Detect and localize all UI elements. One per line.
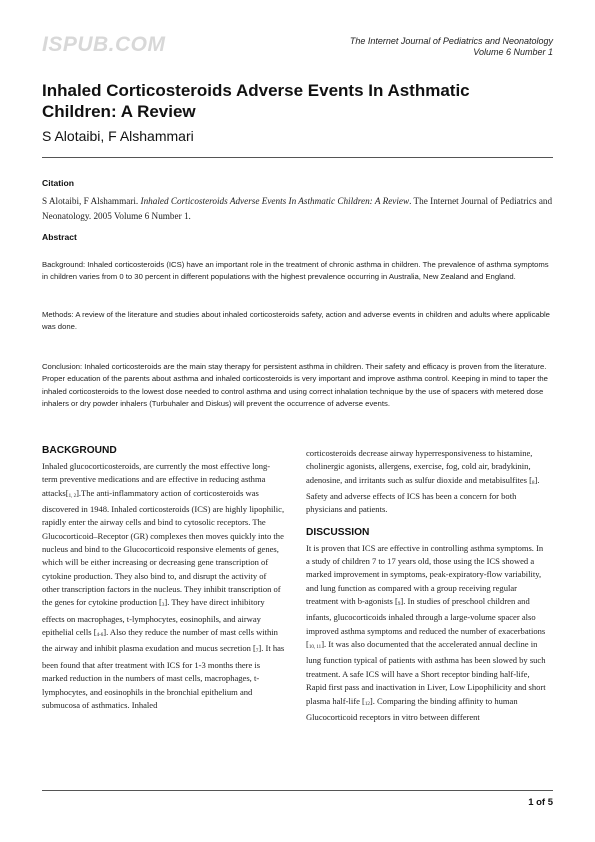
citation-suffix: . The Internet Journal of Pediatrics and Neonatology. 2005 Volume 6 Number 1. (42, 196, 553, 221)
background-heading: BACKGROUND (42, 445, 117, 456)
column-right (306, 447, 549, 724)
article-title: Inhaled Corticosteroids Adverse Events In Asthmatic Children: A Review (42, 81, 470, 121)
abstract-background: Background: Inhaled corticosteroids (ICS) have an important role in the treatment of chronic asthma in children. The prevalence of asthma symptoms in children varies from 0 to 30 percent in different populations with the highest prevalence occurring in Australia, New Zealand and England. (42, 260, 549, 282)
abstract-conclusion: Conclusion: Inhaled corticosteroids are the main stay therapy for persistent asthma in children. Their safety and efficacy is proven from the literature. Proper education of the parents about asthma and inhaled corticosteroids is very important and improve asthma control. Keeping in mind to taper the inhaled corticosteroids to the lowest dose needed to control asthma and using correct inhalation technique by the use of spacers with metered dose inhalers or dry powder inhalers (Turbuhaler and Diskus) will prevent the occurrence of adverse events. (42, 362, 548, 409)
citation-text (42, 194, 553, 224)
abstract-methods: Methods: A review of the literature and studies about inhaled corticosteroids safety, action and adverse events in children and adults where applicable was done. (42, 310, 550, 332)
discussion-paragraph: It is proven that ICS are effective in controlling asthma symptoms. In a study of children 7 to 17 years old, those using the ICS showed a marked improvement in symptoms, peak-expiratory-flow variability, and lung function as compared with a group receiving regular treatment with b-agonists $[_9]$. In studies of preschool children and infants, glucocorticoids inhaled through a large-volume spacer also improved asthma symptoms and reduced the number of exacerbations $[_{10, 11}]$. It was also documented that the accelerated annual decline in lung function typical of patients with asthma has been slowed by such treatment. A safe ICS will have a Short receptor binding half-life, Rapid first pass and inactivation in Liver, Low Lipophilicity and short plasma half-life $[_{12}]$. Comparing the binding affinity to human Glucocorticoid receptors in vitro between different (306, 542, 546, 722)
discussion-heading: DISCUSSION (306, 526, 370, 538)
background-paragraph: Inhaled glucocorticosteroids, are currently the most effective long-term preventive medications and are effective in reducing asthma $attacks[_{1, 2}].The$ anti-inflammatory action of corticosteroids was discovered in 1948. Inhaled corticosteroids (ICS) are highly lipophilic, rapidly enter the airway cells and bind to cytosolic receptors. The Glucocorticoid–Receptor (GR) complexes then moves quickly into the nucleus and bind to the Glucocorticoid responsive elements of genes, which will be either increasing or decreasing gene transcription of cytokine production. They also bind to, and disrupt the activity of other transcription factors in the nucleus. They inhibit transcription of the genes for cytokine production $[_3]$. They have direct inhibitory effects on macrophages, t-lymphocytes, eosinophils, and airway epithelial cells $[_{4-6}]$. Also they reduce the number of mast cells within the airway and inhibit plasma exudation and mucus secretion $[_7]$. It has been found that after treatment with ICS for 1-3 months there is marked reduction in the numbers of mast cells, macrophages, t-lymphocytes, and eosinophils in the bronchial epithelium and submucosa of asthmatics. Inhaled (42, 461, 285, 710)
citation-heading: Citation (42, 178, 74, 188)
page-number: 1 of 5 (528, 797, 553, 808)
abstract-heading: Abstract (42, 232, 77, 242)
authors: S Alotaibi, F Alshammari (42, 128, 194, 144)
journal-info (350, 36, 553, 58)
citation-prefix: S Alotaibi, F Alshammari. (42, 196, 141, 206)
journal-name: The Internet Journal of Pediatrics and Neonatology (349, 36, 553, 46)
ispub-logo: ISPUB.COM (42, 33, 166, 56)
column-left (42, 445, 285, 712)
reference[interactable]: 4-6 (96, 633, 104, 639)
reference[interactable]: 10, 11 (308, 645, 322, 651)
reference[interactable]: 7 (255, 649, 259, 655)
reference[interactable]: 3 (161, 603, 165, 609)
journal-volume: Volume 6 Number 1 (473, 47, 553, 57)
citation-article-title: Inhaled Corticosteroids Adverse Events In Asthmatic Children: A Review (140, 196, 410, 206)
footer-divider (42, 790, 553, 791)
reference[interactable]: 8 (531, 480, 535, 486)
reference[interactable]: 1, 2 (68, 493, 77, 499)
reference[interactable]: 9 (397, 602, 401, 608)
background-paragraph-continued: corticosteroids decrease airway hyperresponsiveness to histamine, cholinergic agonists, allergens, exercise, fog, cold air, bradykinin, adenosine, and irritants such as sulfur dioxide and metabisulfites $[_8]$. Safety and adverse effects of ICS has been a concern for both physicians and patients. (306, 448, 540, 515)
header-divider (42, 157, 553, 158)
reference[interactable]: 12 (364, 701, 370, 707)
